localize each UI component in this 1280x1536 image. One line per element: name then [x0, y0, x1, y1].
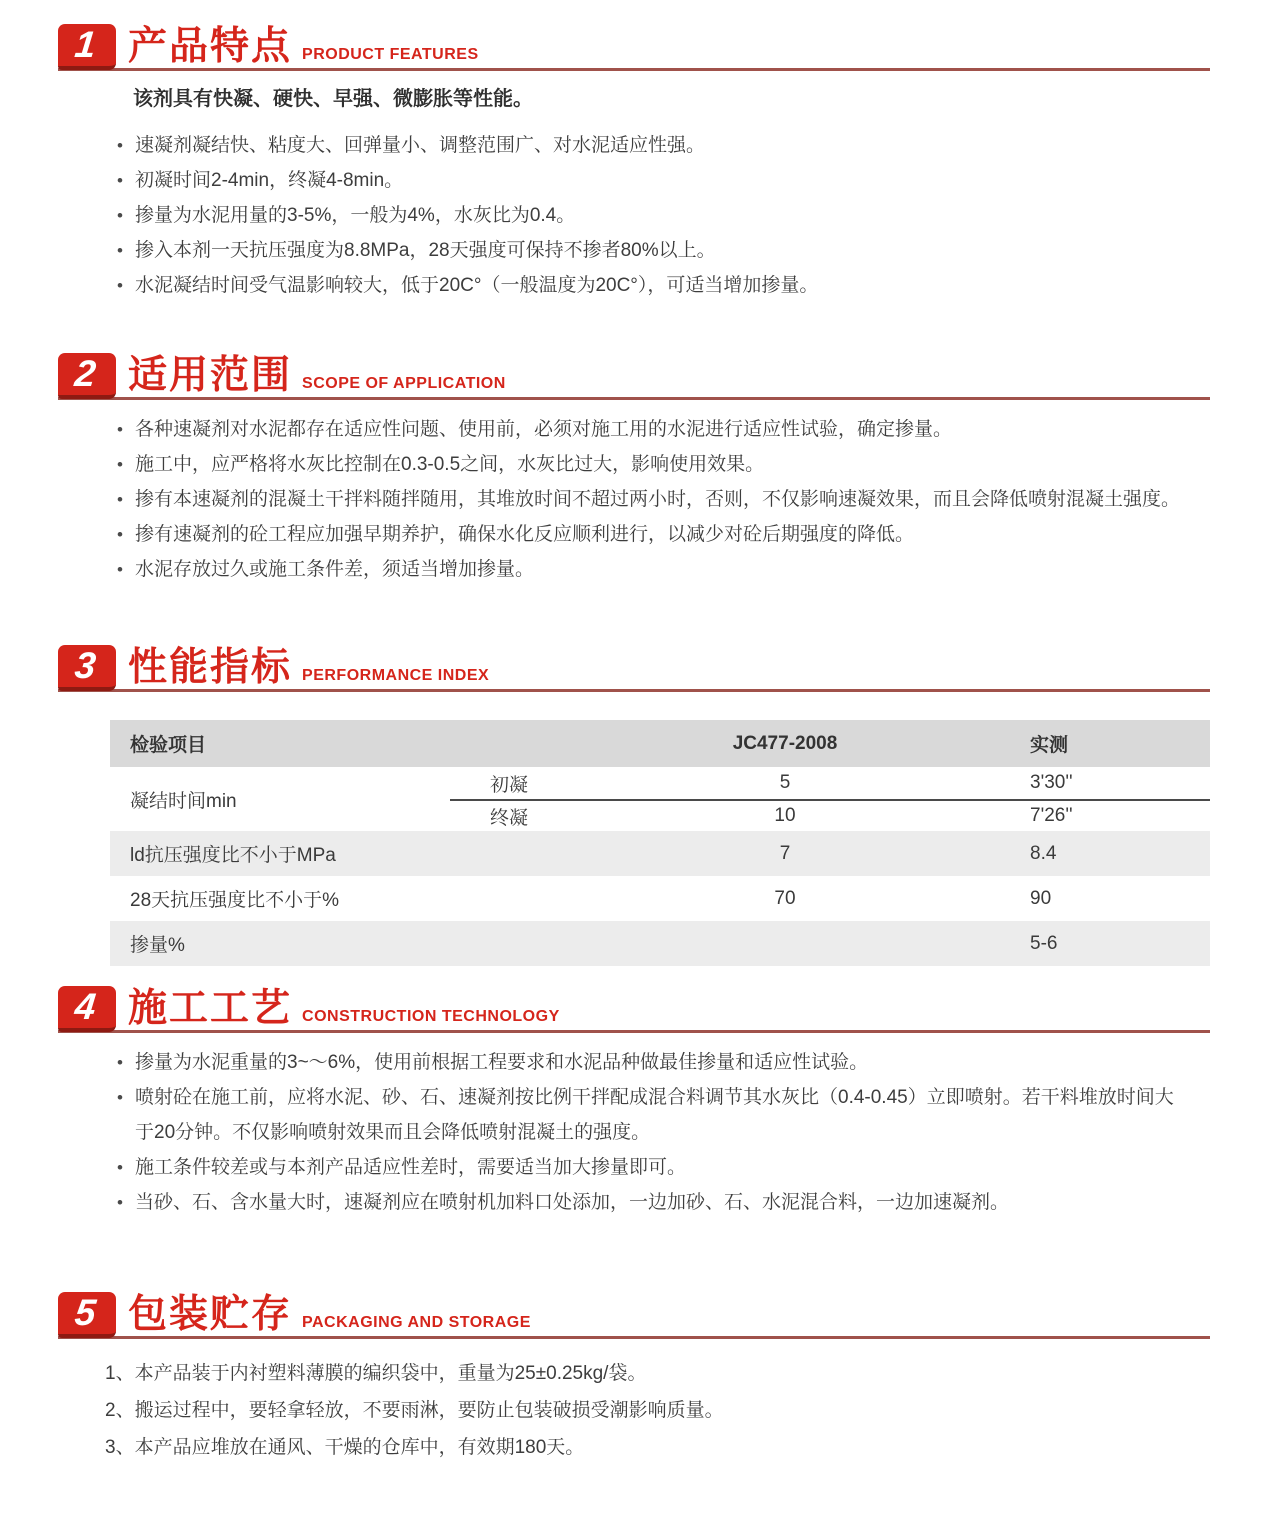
col-header-measured: 实测 — [1030, 735, 1069, 756]
measured-value: 90 — [1030, 887, 1052, 909]
section-construction-technology — [58, 984, 1210, 1220]
measured-value: 8.4 — [1030, 842, 1057, 864]
section-number-badge — [58, 645, 116, 691]
section-title-zh: 包装贮存 — [128, 1293, 293, 1336]
construction-list — [115, 1045, 1185, 1220]
table-header-row — [110, 720, 1210, 767]
section-title-zh: 适用范围 — [128, 354, 293, 397]
row-label: 28天抗压强度比不小于% — [130, 890, 340, 911]
section-product-features — [58, 22, 1210, 303]
section-performance-index — [58, 643, 1210, 966]
list-item: • 当砂、石、含水量大时，速凝剂应在喷射机加料口处添加，一边加砂、石、水泥混合料，一边加速凝剂。 — [115, 1185, 1185, 1220]
section-number-badge — [58, 986, 116, 1032]
section-header — [58, 1290, 1210, 1339]
section-number: 4 — [72, 986, 98, 1027]
table-row-28d-strength — [110, 876, 1210, 921]
list-item: • 水泥存放过久或施工条件差，须适当增加掺量。 — [115, 552, 1185, 587]
section-number: 2 — [72, 353, 98, 394]
table-row-dosage — [110, 921, 1210, 966]
row-label: 凝结时间min — [130, 790, 237, 812]
measured-value: 3'30'' — [1030, 772, 1073, 793]
measured-value: 7'26'' — [970, 799, 1210, 831]
product-features-intro: 该剂具有快凝、硬快、早强、微膨胀等性能。 — [133, 88, 533, 110]
standard-value — [600, 921, 970, 966]
section-header — [58, 351, 1210, 400]
col-header-item: 检验项目 — [130, 735, 207, 756]
section-number: 1 — [72, 24, 98, 65]
section-header — [58, 643, 1210, 692]
section-number-badge — [58, 353, 116, 399]
section-number-badge — [58, 24, 116, 70]
packaging-list — [105, 1355, 1210, 1466]
section-title-zh: 性能指标 — [128, 646, 293, 689]
row-label: ld抗压强度比不小于MPa — [130, 845, 336, 866]
section-packaging-storage — [58, 1290, 1210, 1466]
sub-label-final-set: 终凝 — [450, 799, 600, 831]
list-item: • 掺量为水泥用量的3-5%，一般为4%，水灰比为0.4。 — [115, 198, 1185, 233]
list-item: • 水泥凝结时间受气温影响较大，低于20C°（一般温度为20C°），可适当增加掺量。 — [115, 268, 1185, 303]
standard-value: 70 — [774, 887, 796, 909]
section-header — [58, 22, 1210, 71]
list-item: • 速凝剂凝结快、粘度大、回弹量小、调整范围广、对水泥适应性强。 — [115, 128, 1185, 163]
standard-value: 7 — [779, 842, 791, 864]
product-features-list — [115, 128, 1185, 303]
section-title-en: SCOPE OF APPLICATION — [302, 375, 506, 392]
list-item: • 施工中，应严格将水灰比控制在0.3-0.5之间，水灰比过大，影响使用效果。 — [115, 447, 1185, 482]
list-item: • 喷射砼在施工前，应将水泥、砂、石、速凝剂按比例干拌配成混合料调节其水灰比（0.4-0.45）立即喷射。若干料堆放时间大于20分钟。不仅影响喷射效果而且会降低喷射混凝土的强度。 — [115, 1080, 1185, 1150]
table-row-setting-time — [110, 767, 1210, 831]
table-row-1d-strength — [110, 831, 1210, 876]
performance-table — [110, 720, 1210, 966]
section-title-en: PERFORMANCE INDEX — [302, 667, 490, 684]
standard-value: 5 — [779, 772, 791, 793]
list-item: • 掺量为水泥重量的3~～6%，使用前根据工程要求和水泥品种做最佳掺量和适应性试验。 — [115, 1045, 1185, 1080]
sub-label-initial-set: 初凝 — [490, 774, 529, 796]
section-number: 5 — [72, 1292, 98, 1333]
section-header — [58, 984, 1210, 1033]
section-title-en: PRODUCT FEATURES — [302, 46, 479, 63]
section-title-en: CONSTRUCTION TECHNOLOGY — [302, 1008, 560, 1025]
measured-value: 5-6 — [1030, 932, 1058, 954]
scope-list — [115, 412, 1185, 587]
col-header-standard: JC477-2008 — [732, 732, 838, 754]
list-item: • 掺入本剂一天抗压强度为8.8MPa，28天强度可保持不掺者80%以上。 — [115, 233, 1185, 268]
list-item: 2、搬运过程中，要轻拿轻放，不要雨淋，要防止包装破损受潮影响质量。 — [105, 1400, 724, 1421]
section-title-zh: 产品特点 — [128, 25, 293, 68]
section-number: 3 — [72, 645, 98, 686]
list-item: • 各种速凝剂对水泥都存在适应性问题、使用前，必须对施工用的水泥进行适应性试验，确定掺量。 — [115, 412, 1185, 447]
list-item: • 初凝时间2-4min，终凝4-8min。 — [115, 163, 1185, 198]
list-item: • 施工条件较差或与本剂产品适应性差时，需要适当加大掺量即可。 — [115, 1150, 1185, 1185]
list-item: • 掺有本速凝剂的混凝土干拌料随拌随用，其堆放时间不超过两小时，否则，不仅影响速凝效果，而且会降低喷射混凝土强度。 — [115, 482, 1185, 517]
standard-value: 10 — [600, 799, 970, 831]
list-item: 3、本产品应堆放在通风、干燥的仓库中，有效期180天。 — [105, 1437, 585, 1458]
section-scope-of-application — [58, 351, 1210, 587]
section-number-badge — [58, 1292, 116, 1338]
section-title-zh: 施工工艺 — [128, 987, 293, 1030]
section-title-en: PACKAGING AND STORAGE — [302, 1314, 531, 1331]
list-item: • 掺有速凝剂的砼工程应加强早期养护，确保水化反应顺利进行，以减少对砼后期强度的降低。 — [115, 517, 1185, 552]
list-item: 1、本产品装于内衬塑料薄膜的编织袋中，重量为25±0.25kg/袋。 — [105, 1363, 647, 1384]
row-label: 掺量% — [130, 935, 185, 956]
